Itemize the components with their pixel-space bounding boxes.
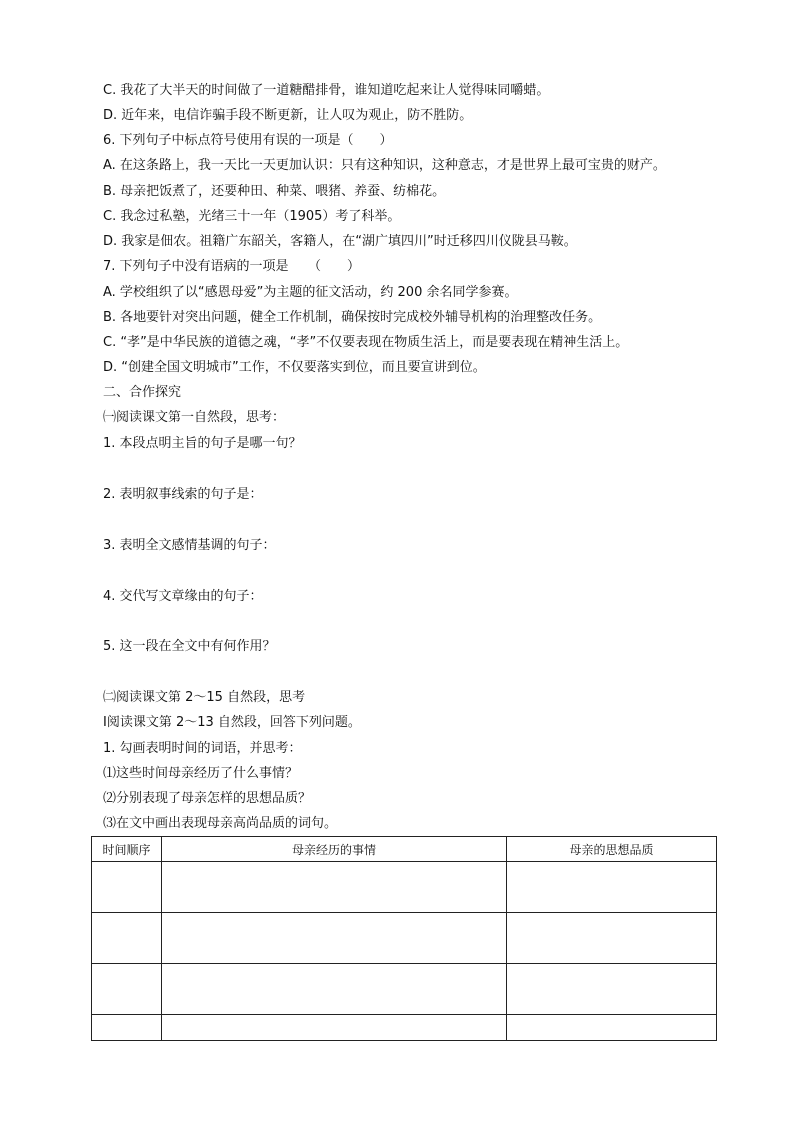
table-cell[interactable] xyxy=(507,1015,717,1041)
part-1-question-4: 4. 交代写文章缘由的句子： xyxy=(103,589,263,604)
question-6-option-d: D. 我家是佃农。祖籍广东韶关，客籍人，在“湖广填四川”时迁移四川仪陇县马鞍。 xyxy=(103,234,577,249)
option-d-sentence: D. 近年来，电信诈骗手段不断更新，让人叹为观止，防不胜防。 xyxy=(103,108,473,123)
question-7-option-d: D. “创建全国文明城市”工作，不仅要落实到位，而且要宣讲到位。 xyxy=(103,360,486,375)
header-mother-qualities: 母亲的思想品质 xyxy=(507,837,717,862)
part-2-question-1: 1. 勾画表明时间的词语，并思考： xyxy=(103,741,302,756)
table-row xyxy=(92,964,717,1015)
option-c-sentence: C. 我花了大半天的时间做了一道糖醋排骨，谁知道吃起来让人觉得味同嚼蜡。 xyxy=(103,83,550,98)
question-6-option-b: B. 母亲把饭煮了，还要种田、种菜、喂猪、养蚕、纺棉花。 xyxy=(103,184,446,199)
part-2-sub-question-2: ⑵分别表现了母亲怎样的思想品质？ xyxy=(103,791,312,806)
header-mother-experience: 母亲经历的事情 xyxy=(162,837,507,862)
table-cell[interactable] xyxy=(92,964,162,1015)
answer-table xyxy=(91,836,717,1041)
table-cell[interactable] xyxy=(92,913,162,964)
part-2-sub-question-3: ⑶在文中画出表现母亲高尚品质的词句。 xyxy=(103,816,338,831)
part-1-question-5: 5. 这一段在全文中有何作用？ xyxy=(103,639,276,654)
table-cell[interactable] xyxy=(162,862,507,913)
part-2-subheading: Ⅰ阅读课文第 2～13 自然段，回答下列问题。 xyxy=(103,715,361,730)
part-2-sub-question-1: ⑴这些时间母亲经历了什么事情？ xyxy=(103,766,299,781)
table-cell[interactable] xyxy=(507,862,717,913)
table-cell[interactable] xyxy=(507,913,717,964)
table-cell[interactable] xyxy=(162,964,507,1015)
header-time-order: 时间顺序 xyxy=(92,837,162,862)
table-header-row xyxy=(92,837,717,862)
question-7-option-c: C. “孝”是中华民族的道德之魂，“孝”不仅要表现在物质生活上，而是要表现在精神生活上。 xyxy=(103,335,629,350)
table-cell[interactable] xyxy=(162,1015,507,1041)
table-cell[interactable] xyxy=(92,1015,162,1041)
question-6-prompt: 6. 下列句子中标点符号使用有误的一项是（ ） xyxy=(103,133,393,148)
question-7-option-b: B. 各地要针对突出问题，健全工作机制，确保按时完成校外辅导机构的治理整改任务。 xyxy=(103,310,602,325)
question-6-option-a: A. 在这条路上，我一天比一天更加认识：只有这种知识，这种意志，才是世界上最可宝贵的财产。 xyxy=(103,158,666,173)
table-cell[interactable] xyxy=(162,913,507,964)
table-cell[interactable] xyxy=(92,862,162,913)
part-1-question-3: 3. 表明全文感情基调的句子： xyxy=(103,538,276,553)
question-6-option-c: C. 我念过私塾，光绪三十一年（1905）考了科举。 xyxy=(103,209,401,224)
part-1-question-1: 1. 本段点明主旨的句子是哪一句？ xyxy=(103,436,302,451)
table-row xyxy=(92,913,717,964)
part-2-heading: ㈡阅读课文第 2～15 自然段，思考 xyxy=(103,690,306,705)
table-row xyxy=(92,1015,717,1041)
section-heading: 二、合作探究 xyxy=(103,385,182,400)
part-1-question-2: 2. 表明叙事线索的句子是： xyxy=(103,487,263,502)
part-1-heading: ㈠阅读课文第一自然段，思考： xyxy=(103,410,286,425)
table-cell[interactable] xyxy=(507,964,717,1015)
table-row xyxy=(92,862,717,913)
question-7-prompt: 7. 下列句子中没有语病的一项是 （ ） xyxy=(103,259,361,274)
question-7-option-a: A. 学校组织了以“感恩母爱”为主题的征文活动，约 200 余名同学参赛。 xyxy=(103,285,518,300)
